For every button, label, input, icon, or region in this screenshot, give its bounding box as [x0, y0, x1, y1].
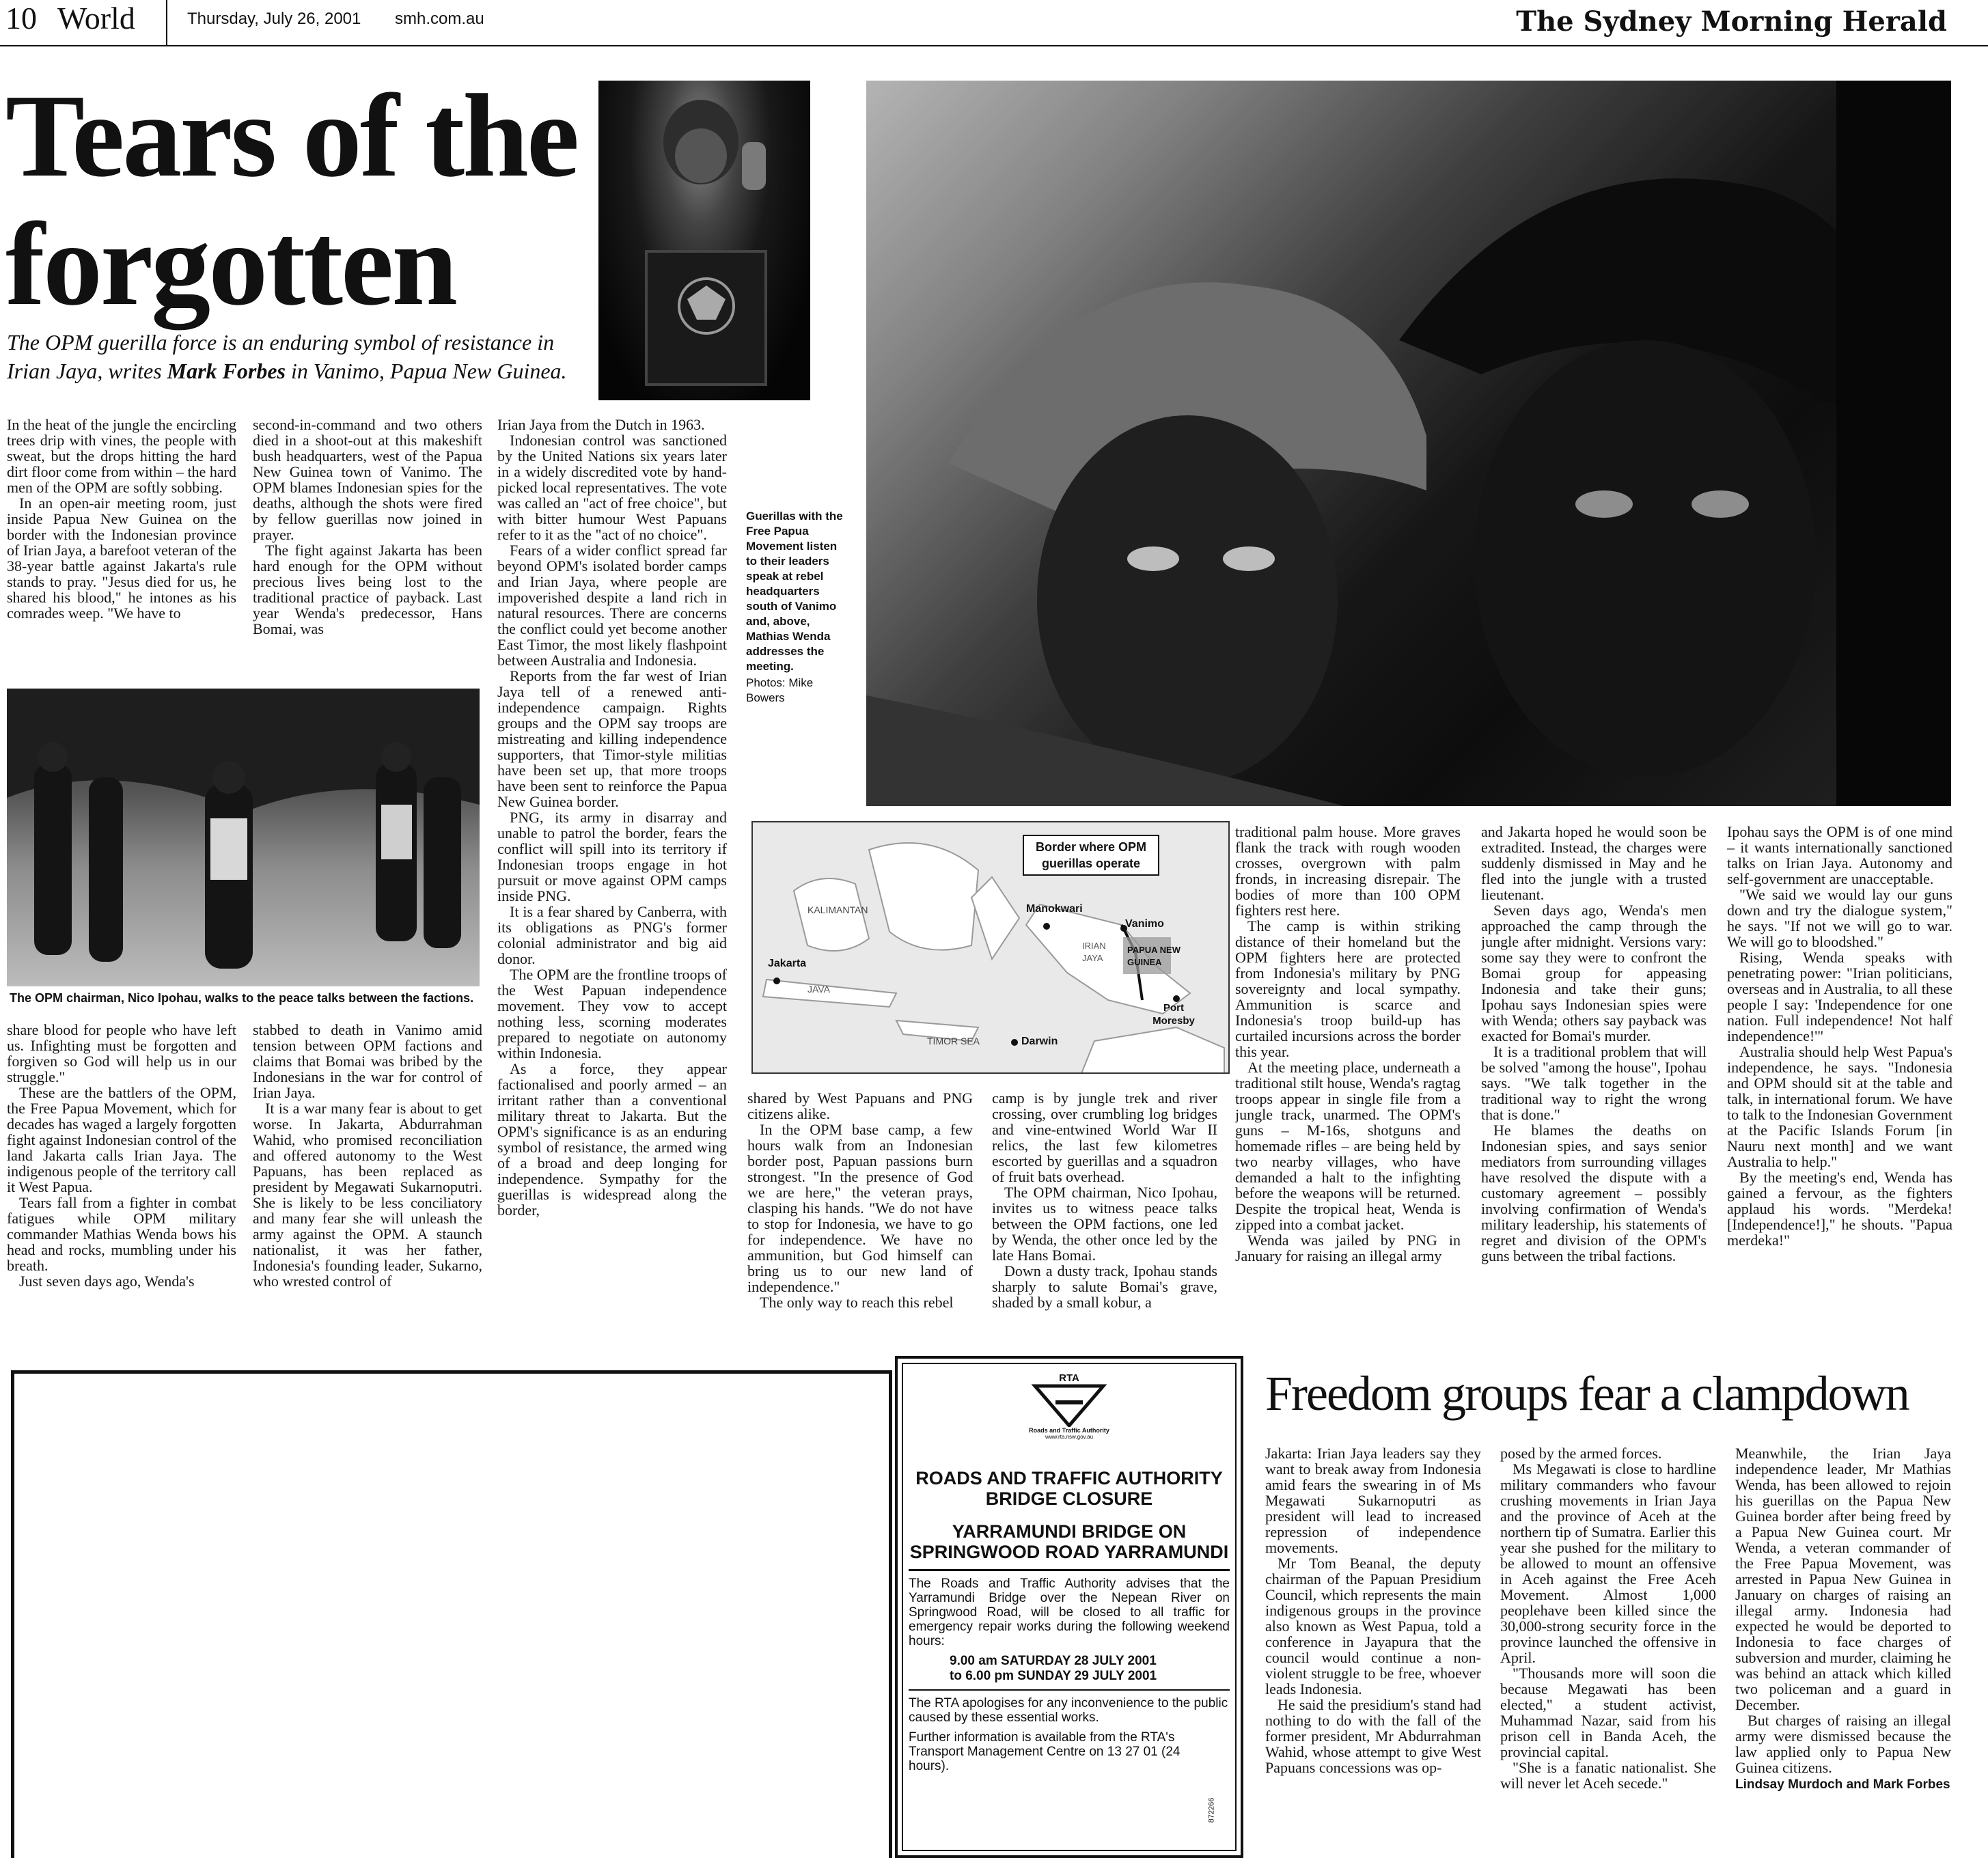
map-label-manokwari: Manokwari	[1026, 903, 1083, 915]
paragraph: Ipohau says the OPM is of one mind – it wants internationally sanctioned talks on Irian Jaya. Autonomy and self-government are unacceptable.	[1727, 824, 1952, 887]
paragraph: At the meeting place, underneath a traditional stilt house, Wenda's ragtag troops appear in single file from a jungle track, unarmed. The OPM's guns – M-16s, shotguns and homemade rifles – are being held by two nearby villages, who have demanded a halt to the infighting before the weapons will be returned. Despite the tropical heat, Wenda is zipped into a combat jacket.	[1235, 1059, 1461, 1233]
paragraph: "We said we would lay our guns down and try the dialogue system," he says. "If not we will go to war. We will go to bloodshed."	[1727, 886, 1952, 950]
header-date: Thursday, July 26, 2001	[187, 10, 361, 28]
story-col-2-bottom	[253, 1022, 482, 1331]
map-label-vanimo: Vanimo	[1125, 918, 1164, 930]
paragraph: The camp is within striking distance of their homeland but the OPM fighters here are protected from Indonesia's military by PNG sovereignty and local sympathy. Ammunition is scarce and Indonesia's troop build-up has curtailed incursions across the border this year.	[1235, 917, 1461, 1060]
rta-title: ROADS AND TRAFFIC AUTHORITY BRIDGE CLOSURE	[915, 1468, 1223, 1509]
second-story-col-1	[1265, 1445, 1481, 1858]
story-col-3	[497, 417, 727, 1332]
paragraph: In the OPM base camp, a few hours walk from an Indonesian border post, Papuan passions burn strongest. "In the presence of God we are here," the veteran prays, clasping his hands. "We do not have to stop for Indonesia, we have to go for independence. We have no ammunition, but God himself can bring us to our new land of independence."	[747, 1121, 973, 1295]
paragraph: The OPM are the frontline troops of the West Papuan independence movement. They vow to accept nothing less, scorning moderates prepared to negotiate on autonomy within Indonesia.	[497, 966, 727, 1062]
empty-ad-space	[11, 1370, 892, 1858]
map-label-timor-sea: TIMOR SEA	[927, 1036, 980, 1046]
photo-wenda-speaking	[598, 81, 810, 400]
rta-divider-2	[909, 1689, 1230, 1691]
paragraph: By the meeting's end, Wenda has gained a fervour, as the fighters applaud his words. "Merdeka! [Independence!]," he shouts. "Papua merdeka!"	[1727, 1169, 1952, 1249]
rta-ref-number: 872266	[1207, 1797, 1216, 1823]
rta-logo	[909, 1372, 1230, 1454]
paragraph: In an open-air meeting room, just inside Papua New Guinea on the border with the Indonesian province of Irian Jaya, a barefoot veteran of the 38-year battle against Jakarta's rule stands to pray. "Jesus died for us, he shared his blood," he intones as his comrades weep. "We have to	[7, 495, 236, 622]
photo-wenda-figure	[598, 81, 810, 400]
paragraph: Irian Jaya from the Dutch in 1963.	[497, 417, 705, 433]
paragraph: Meanwhile, the Irian Jaya independence leader, Mr Mathias Wenda, has been allowed to rejoin his guerillas on the Papua New Guinea border after being freed by a Papua New Guinea court. Mr Wenda, a veteran commander of the Free Papua Movement, was arrested in Papua New Guinea in January on charges of raising an illegal army. Indonesia had expected he would be deported to Indonesia to face charges of subversion and murder, claiming he was behind an attack which killed two policeman and a guard in December.	[1735, 1445, 1951, 1713]
map-label-jakarta: Jakarta	[768, 958, 807, 969]
paragraph: Jakarta: Irian Jaya leaders say they want to break away from Indonesia amid fears the swearing in of Ms Megawati Sukarnoputri as president will lead to increased repression of independence movements.	[1265, 1445, 1481, 1556]
paragraph: Indonesian control was sanctioned by the United Nations six years later in a widely discredited vote by hand-picked local representatives. The vote was called an "act of free choice", but with bitter humour West Papuans refer to it as the "act of no choice".	[497, 432, 727, 543]
paragraph: The OPM chairman, Nico Ipohau, invites us to witness peace talks between the OPM factions, one led by Wenda, the other once led by the late Hans Bomai.	[992, 1184, 1217, 1264]
paragraph: Tears fall from a fighter in combat fatigues while OPM military commander Mathias Wenda bows his head and rocks, mumbling under his breath.	[7, 1194, 236, 1274]
second-story-byline: Lindsay Murdoch and Mark Forbes	[1735, 1777, 1950, 1792]
map-figure	[751, 821, 1230, 1074]
paragraph: shared by West Papuans and PNG citizens alike.	[747, 1090, 973, 1122]
photo-caption: Guerillas with the Free Papua Movement listen to their leaders speak at rebel headquarters south of Vanimo and, above, Mathias Wenda addresses the meeting. Photos: Mike Bowers	[746, 509, 848, 706]
standfirst-author: Mark Forbes	[167, 359, 286, 383]
paragraph: and Jakarta hoped he would soon be extradited. Instead, the charges were suddenly dismissed in May and he fled into the jungle with a trusted lieutenant.	[1481, 824, 1707, 903]
paragraph: Just seven days ago, Wenda's	[19, 1273, 195, 1290]
rta-time-start: 9.00 am SATURDAY 28 JULY 2001	[950, 1654, 1157, 1668]
paragraph: camp is by jungle trek and river crossing, over crumbling log bridges and vine-entwined World War II relics, the last few kilometres escorted by guerillas and a squadron of fruit bats overhead.	[992, 1090, 1217, 1185]
page-number: 10	[5, 1, 37, 36]
photo-guerillas-figures	[866, 81, 1951, 806]
paragraph: These are the battlers of the OPM, the Free Papua Movement, which for decades has waged a largely forgotten fight against Indonesian control of the land Jakarta calls Irian Jaya. The indigenous people of the territory call it West Papua.	[7, 1084, 236, 1195]
paragraph: Australia should help West Papua's independence, he says. "Indonesia and OPM should sit at the table and talk, in international forum. We have to talk to the Indonesian Government at the Pacific Islands Forum [in Nauru next month] and we want Australia to help."	[1727, 1043, 1952, 1170]
second-story-headline: Freedom groups fear a clampdown	[1265, 1366, 1909, 1421]
paragraph: He blames the deaths on Indonesian spies, and says senior mediators from surrounding villages have resolved the dispute with a customary agreement – possibly involving confirmation of Wenda's military leadership, his statements of regret and division of the OPM's guns between the tribal factions.	[1481, 1122, 1707, 1264]
paragraph: Reports from the far west of Irian Jaya tell of a renewed anti-independence campaign. Rights groups and the OPM say troops are mistreating and killing independence supporters, that Timor-style militias have been set up, that more troops have been sent to reinforce the Papua New Guinea border.	[497, 667, 727, 810]
map-label-darwin: Darwin	[1021, 1036, 1058, 1047]
paragraph: It is a war many fear is about to get worse. In Jakarta, Abdurrahman Wahid, who promised reconciliation and offered autonomy to the West Papuans, has been replaced as president by Megawati Sukarnoputri. She is likely to be less conciliatory and many fear she will unleash the army against the OPM. A staunch nationalist, it was her father, Indonesia's founding leader, Sukarno, who wrested control of	[253, 1100, 482, 1290]
paragraph: PNG, its army in disarray and unable to patrol the border, fears the conflict will spill into its territory if Indonesian troops engage in hot pursuit or move against OPM camps inside PNG.	[497, 809, 727, 904]
standfirst: The OPM guerilla force is an enduring symbol of resistance in Irian Jaya, writes Mark Forbes in Vanimo, Papua New Guinea.	[7, 330, 567, 383]
second-story-col-3	[1735, 1445, 1951, 1858]
story-col-1-top	[7, 417, 236, 669]
rta-advertisement	[895, 1356, 1243, 1858]
masthead: The Sydney Morning Herald	[1516, 5, 1947, 38]
section-name: World	[57, 1, 135, 36]
story-col-2-top	[253, 417, 482, 669]
rta-logo-text: RTA	[1059, 1372, 1079, 1384]
rta-body: The Roads and Traffic Authority advises that the Yarramundi Bridge over the Nepean River on Springwood Road, will be closed to all traffic for emergency repair works during the following weekend hours:	[909, 1577, 1230, 1648]
story-col-8	[1727, 824, 1952, 1331]
paragraph: stabbed to death in Vanimo amid tension between OPM factions and claims that Bomai was bribed by the Indonesians in the war for control of Irian Jaya.	[253, 1022, 482, 1101]
paragraph: "Thousands more will soon die because Megawati has been elected," a student activist, Muhammad Nazar, said from his prison cell in Banda Aceh, the provincial capital.	[1500, 1665, 1716, 1760]
story-col-6	[1235, 824, 1461, 1331]
header-rule	[0, 45, 1988, 46]
paragraph: share blood for people who have left us. Infighting must be forgotten and forgiven so God will help us in our struggle."	[7, 1022, 236, 1085]
map-label-java: JAVA	[807, 984, 830, 995]
photo-guerillas	[866, 81, 1951, 806]
paragraph: Wenda was jailed by PNG in January for raising an illegal army	[1235, 1232, 1461, 1264]
rta-time-end: to 6.00 pm SUNDAY 29 JULY 2001	[950, 1669, 1157, 1683]
header-divider	[166, 0, 167, 45]
story-col-5	[992, 1090, 1217, 1331]
paragraph: Mr Tom Beanal, the deputy chairman of the Papuan Presidium Council, which represents the main indigenous groups in the province also known as West Papua, told a conference in Jayapura that the council would continue a non-violent struggle to be free, whoever leads Indonesia.	[1265, 1555, 1481, 1697]
paragraph: Fears of a wider conflict spread far beyond OPM's isolated border camps and Irian Jaya, where people are impoverished despite a land rich in natural resources. There are concerns the conflict could yet become another East Timor, the most likely flashpoint between Australia and Indonesia.	[497, 542, 727, 669]
paragraph: Down a dusty track, Ipohau stands sharply to salute Bomai's grave, shaded by a small kobur, a	[992, 1262, 1217, 1311]
story-col-7	[1481, 824, 1707, 1331]
paragraph: "She is a fanatic nationalist. She will never let Aceh secede."	[1500, 1759, 1716, 1792]
paragraph: traditional palm house. More graves flank the track with rough wooden crosses, overgrown with palm fronds, in increasing disrepair. The bodies of more than 100 OPM fighters rest here.	[1235, 824, 1461, 919]
paragraph: Ms Megawati is close to hardline military commanders who favour crushing movements in Irian Jaya and the province of Aceh at the northern tip of Sumatra. Earlier this year she pushed for the military to be allowed to mount an offensive in Aceh against the Free Aceh Movement. Almost 1,000 peoplehave been killed since the 30,000-strong security force in the province launched the offensive in April.	[1500, 1460, 1716, 1666]
map-label-png: PAPUA NEW GUINEA	[1127, 945, 1181, 967]
rta-divider	[909, 1569, 1230, 1571]
map-label-port-moresby: Port Moresby	[1152, 1002, 1195, 1027]
paragraph: posed by the armed forces.	[1500, 1445, 1662, 1462]
walking-photo-caption: The OPM chairman, Nico Ipohau, walks to the peace talks between the factions.	[10, 991, 474, 1005]
headline	[5, 72, 593, 329]
photo-walking-figures	[7, 689, 480, 986]
rta-logo-url: www.rta.nsw.gov.au	[1045, 1434, 1094, 1440]
photo-credit: Photos: Mike Bowers	[746, 676, 814, 704]
paragraph: Rising, Wenda speaks with penetrating power: "Irian politicians, overseas and in Australia, to all these people I say: 'Independence for one nation. Full independence! Not half independence!'"	[1727, 949, 1952, 1044]
paragraph: As a force, they appear factionalised and poorly armed – an irritant rather than a conventional military threat to Jakarta. But the OPM's significance is as an enduring symbol of resistance, the armed wing of a broad and deep longing for independence. Sympathy for the guerillas is widespread along the border,	[497, 1060, 727, 1219]
paragraph: It is a traditional problem that will be solved "among the house", Ipohau says. "We talk together in the traditional way to right the wrong that is done."	[1481, 1043, 1707, 1123]
paragraph: In the heat of the jungle the encircling trees drip with vines, the people with sweat, but the drops hitting the hard dirt floor come from within – the hard men of the OPM are softly sobbing.	[7, 417, 236, 496]
rta-apology: The RTA apologises for any inconvenience to the public caused by these essential works.	[909, 1696, 1228, 1725]
headline-line-2: forgotten	[5, 198, 456, 330]
photo-ipohau-walking	[7, 689, 480, 986]
paragraph: Seven days ago, Wenda's men approached the camp through the jungle after midnight. Versions vary: some say they were to confront the Bomai group for appeasing Indonesia and take their guns; Ipohau says Indonesian spies were with Wenda; others say payback was exacted for Bomai's murder.	[1481, 902, 1707, 1044]
page-header	[0, 0, 1988, 46]
rta-logo-subtitle: Roads and Traffic Authority	[1029, 1427, 1109, 1434]
paragraph: It is a fear shared by Canberra, with its obligations as PNG's former colonial administrator and big aid donor.	[497, 903, 727, 967]
rta-info: Further information is available from the RTA's Transport Management Centre on 13 27 01 (24 hours).	[909, 1730, 1181, 1773]
map-label-kalimantan: KALIMANTAN	[807, 904, 868, 915]
paragraph: He said the presidium's stand had nothing to do with the fall of the former president, Mr Abdurrahman Wahid, whose attempt to give West Papuans concessions was op-	[1265, 1696, 1481, 1776]
map-label-irian-jaya: IRIAN JAYA	[1082, 941, 1106, 963]
map-callout: Border where OPM guerillas operate	[1023, 835, 1159, 876]
story-col-4	[747, 1090, 973, 1331]
header-site: smh.com.au	[395, 10, 484, 28]
paragraph: But charges of raising an illegal army were dismissed because the law applied only to Papua New Guinea citizens.	[1735, 1712, 1951, 1776]
rta-subtitle: YARRAMUNDI BRIDGE ON SPRINGWOOD ROAD YARRAMUNDI	[909, 1521, 1229, 1562]
paragraph: The only way to reach this rebel	[760, 1294, 954, 1311]
paragraph: second-in-command and two others died in a shoot-out at this makeshift bush headquarters, west of the Papua New Guinea town of Vanimo. The OPM blames Indonesian spies for the deaths, although the shots were fired by fellow guerillas now joined in prayer.	[253, 417, 482, 543]
paragraph: The fight against Jakarta has been hard enough for the OPM without precious lives being lost to the traditional practice of payback. Last year Wenda's predecessor, Hans Bomai, was	[253, 542, 482, 637]
headline-line-1: Tears of the	[5, 70, 578, 202]
second-story-col-2	[1500, 1445, 1716, 1858]
story-col-1-bottom	[7, 1022, 236, 1331]
